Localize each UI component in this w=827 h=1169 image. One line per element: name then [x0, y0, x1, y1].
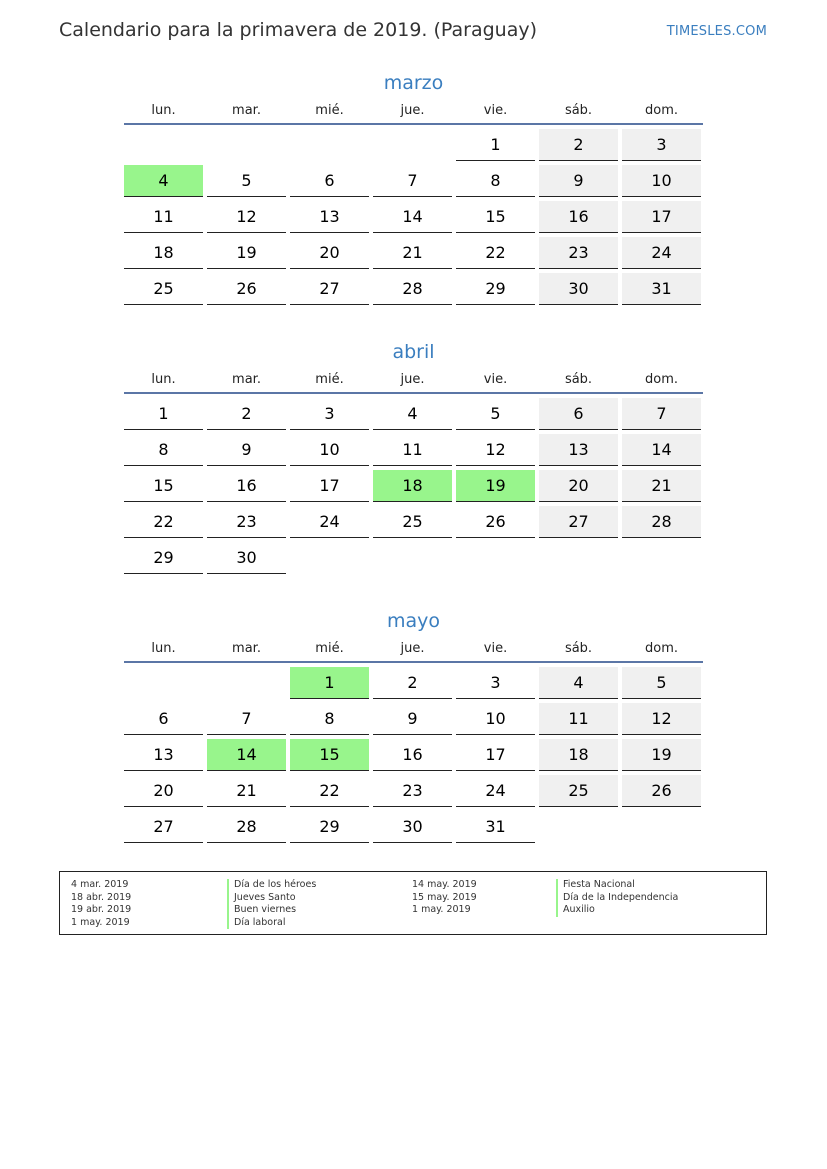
day-cell[interactable]: 20 — [539, 470, 618, 502]
calendar-month-april — [124, 338, 703, 578]
day-cell[interactable]: 25 — [124, 273, 203, 305]
day-cell[interactable]: 11 — [124, 201, 203, 233]
day-cell[interactable]: 23 — [207, 506, 286, 538]
weekday-label: mié. — [315, 103, 344, 118]
day-cell[interactable]: 29 — [290, 811, 369, 843]
empty-day-cell — [124, 129, 203, 161]
week-row — [124, 165, 703, 197]
weekday-label: lun. — [151, 641, 176, 656]
weekday-label: lun. — [151, 103, 176, 118]
legend-holiday-name: Día de los héroes — [227, 879, 316, 892]
day-cell[interactable]: 18 — [539, 739, 618, 771]
day-cell[interactable]: 22 — [290, 775, 369, 807]
day-cell[interactable]: 8 — [290, 703, 369, 735]
weekday-label: sáb. — [564, 103, 593, 118]
weekday-header-row — [124, 98, 703, 125]
legend-date: 15 may. 2019 — [412, 891, 477, 903]
weekday-label: mié. — [315, 372, 344, 387]
day-cell[interactable]: 9 — [207, 434, 286, 466]
day-cell[interactable]: 12 — [456, 434, 535, 466]
day-cell[interactable]: 28 — [622, 506, 701, 538]
legend-date: 19 abr. 2019 — [71, 904, 132, 915]
day-cell[interactable]: 27 — [539, 506, 618, 538]
day-cell[interactable]: 4 — [539, 667, 618, 699]
day-cell[interactable]: 26 — [622, 775, 701, 807]
day-cell[interactable]: 22 — [124, 506, 203, 538]
day-cell[interactable]: 17 — [456, 739, 535, 771]
day-cell[interactable]: 13 — [124, 739, 203, 771]
holiday-day-cell[interactable]: 4 — [124, 165, 203, 197]
legend-holiday-name: Día laboral — [227, 917, 316, 930]
weekday-label: vie. — [483, 641, 508, 656]
day-cell[interactable]: 5 — [622, 667, 701, 699]
day-cell[interactable]: 23 — [373, 775, 452, 807]
day-cell[interactable]: 20 — [290, 237, 369, 269]
empty-day-cell — [124, 667, 203, 699]
week-row — [124, 542, 703, 574]
calendar-month-march — [124, 69, 703, 309]
day-cell[interactable]: 31 — [456, 811, 535, 843]
holiday-day-cell[interactable]: 15 — [290, 739, 369, 771]
empty-day-cell — [373, 129, 452, 161]
day-cell[interactable]: 28 — [373, 273, 452, 305]
legend-holiday-name: Buen viernes — [227, 904, 316, 917]
legend-right-names — [556, 879, 678, 917]
empty-day-cell — [539, 811, 618, 843]
month-name: marzo — [383, 72, 444, 94]
weekday-label: vie. — [483, 103, 508, 118]
day-cell[interactable]: 8 — [456, 165, 535, 197]
weekday-label: dom. — [644, 641, 678, 656]
week-row — [124, 811, 703, 843]
day-cell[interactable]: 16 — [539, 201, 618, 233]
empty-day-cell — [456, 542, 535, 574]
weekday-label: mar. — [232, 641, 261, 656]
day-cell[interactable]: 29 — [456, 273, 535, 305]
week-row — [124, 201, 703, 233]
empty-day-cell — [373, 542, 452, 574]
legend-date: 1 may. 2019 — [412, 904, 471, 915]
day-cell[interactable]: 6 — [290, 165, 369, 197]
legend-date: 14 may. 2019 — [412, 879, 477, 890]
day-cell[interactable]: 24 — [622, 237, 701, 269]
weeks-grid — [124, 667, 703, 843]
day-cell[interactable]: 24 — [290, 506, 369, 538]
legend-date: 1 may. 2019 — [71, 916, 130, 928]
weekday-label: sáb. — [564, 372, 593, 387]
empty-day-cell — [622, 811, 701, 843]
page-title: Calendario para la primavera de 2019. (Paraguay) — [59, 19, 538, 41]
day-cell[interactable]: 28 — [207, 811, 286, 843]
legend-holiday-name: Fiesta Nacional — [556, 879, 678, 892]
day-cell[interactable]: 18 — [124, 237, 203, 269]
day-cell[interactable]: 7 — [622, 398, 701, 430]
day-cell[interactable]: 11 — [373, 434, 452, 466]
week-row — [124, 434, 703, 466]
legend-left-names — [227, 879, 316, 929]
holiday-day-cell[interactable]: 1 — [290, 667, 369, 699]
day-cell[interactable]: 7 — [373, 165, 452, 197]
day-cell[interactable]: 26 — [456, 506, 535, 538]
month-name: mayo — [386, 610, 441, 632]
day-cell[interactable]: 2 — [373, 667, 452, 699]
weekday-label: mar. — [232, 372, 261, 387]
day-cell[interactable]: 24 — [456, 775, 535, 807]
weekday-label: jue. — [400, 641, 425, 656]
day-cell[interactable]: 27 — [124, 811, 203, 843]
weeks-grid — [124, 129, 703, 305]
day-cell[interactable]: 29 — [124, 542, 203, 574]
weekday-header-row — [124, 636, 703, 663]
week-row — [124, 703, 703, 735]
day-cell[interactable]: 30 — [373, 811, 452, 843]
month-name: abril — [392, 341, 435, 363]
day-cell[interactable]: 19 — [622, 739, 701, 771]
day-cell[interactable]: 9 — [373, 703, 452, 735]
weeks-grid — [124, 398, 703, 574]
week-row — [124, 506, 703, 538]
day-cell[interactable]: 10 — [290, 434, 369, 466]
day-cell[interactable]: 17 — [290, 470, 369, 502]
day-cell[interactable]: 30 — [539, 273, 618, 305]
week-row — [124, 667, 703, 699]
weekday-header-row — [124, 367, 703, 394]
legend-left-dates — [71, 879, 131, 929]
holiday-legend — [59, 871, 767, 935]
day-cell[interactable]: 2 — [207, 398, 286, 430]
day-cell[interactable]: 26 — [207, 273, 286, 305]
weekday-label: lun. — [151, 372, 176, 387]
weekday-label: sáb. — [564, 641, 593, 656]
day-cell[interactable]: 19 — [207, 237, 286, 269]
day-cell[interactable]: 1 — [456, 129, 535, 161]
legend-holiday-name: Día de la Independencia — [556, 892, 678, 905]
day-cell[interactable]: 4 — [373, 398, 452, 430]
day-cell[interactable]: 16 — [207, 470, 286, 502]
week-row — [124, 273, 703, 305]
day-cell[interactable]: 27 — [290, 273, 369, 305]
day-cell[interactable]: 12 — [622, 703, 701, 735]
day-cell[interactable]: 25 — [373, 506, 452, 538]
weekday-label: mar. — [232, 103, 261, 118]
day-cell[interactable]: 13 — [539, 434, 618, 466]
day-cell[interactable]: 21 — [207, 775, 286, 807]
day-cell[interactable]: 14 — [622, 434, 701, 466]
day-cell[interactable]: 7 — [207, 703, 286, 735]
day-cell[interactable]: 23 — [539, 237, 618, 269]
week-row — [124, 237, 703, 269]
day-cell[interactable]: 20 — [124, 775, 203, 807]
day-cell[interactable]: 10 — [622, 165, 701, 197]
empty-day-cell — [207, 667, 286, 699]
holiday-day-cell[interactable]: 18 — [373, 470, 452, 502]
day-cell[interactable]: 6 — [539, 398, 618, 430]
week-row — [124, 470, 703, 502]
calendar-month-may — [124, 607, 703, 847]
weekday-label: dom. — [644, 103, 678, 118]
holiday-day-cell[interactable]: 14 — [207, 739, 286, 771]
weekday-label: jue. — [400, 103, 425, 118]
day-cell[interactable]: 3 — [456, 667, 535, 699]
day-cell[interactable]: 3 — [290, 398, 369, 430]
day-cell[interactable]: 30 — [207, 542, 286, 574]
day-cell[interactable]: 15 — [124, 470, 203, 502]
day-cell[interactable]: 6 — [124, 703, 203, 735]
legend-date: 18 abr. 2019 — [71, 891, 132, 903]
weekday-label: dom. — [644, 372, 678, 387]
day-cell[interactable]: 25 — [539, 775, 618, 807]
day-cell[interactable]: 5 — [207, 165, 286, 197]
weekday-label: mié. — [315, 641, 344, 656]
day-cell[interactable]: 16 — [373, 739, 452, 771]
weekday-label: vie. — [483, 372, 508, 387]
empty-day-cell — [539, 542, 618, 574]
empty-day-cell — [290, 129, 369, 161]
empty-day-cell — [622, 542, 701, 574]
week-row — [124, 398, 703, 430]
week-row — [124, 775, 703, 807]
day-cell[interactable]: 14 — [373, 201, 452, 233]
day-cell[interactable]: 5 — [456, 398, 535, 430]
legend-holiday-name: Jueves Santo — [227, 892, 316, 905]
day-cell[interactable]: 21 — [622, 470, 701, 502]
day-cell[interactable]: 8 — [124, 434, 203, 466]
week-row — [124, 739, 703, 771]
day-cell[interactable]: 3 — [622, 129, 701, 161]
day-cell[interactable]: 15 — [456, 201, 535, 233]
day-cell[interactable]: 17 — [622, 201, 701, 233]
brand-link[interactable]: TIMESLES.COM — [666, 24, 767, 39]
day-cell[interactable]: 22 — [456, 237, 535, 269]
day-cell[interactable]: 31 — [622, 273, 701, 305]
day-cell[interactable]: 13 — [290, 201, 369, 233]
empty-day-cell — [290, 542, 369, 574]
day-cell[interactable]: 10 — [456, 703, 535, 735]
holiday-day-cell[interactable]: 19 — [456, 470, 535, 502]
day-cell[interactable]: 12 — [207, 201, 286, 233]
day-cell[interactable]: 21 — [373, 237, 452, 269]
day-cell[interactable]: 11 — [539, 703, 618, 735]
empty-day-cell — [207, 129, 286, 161]
legend-right-dates — [412, 879, 477, 917]
day-cell[interactable]: 2 — [539, 129, 618, 161]
weekday-label: jue. — [400, 372, 425, 387]
day-cell[interactable]: 9 — [539, 165, 618, 197]
legend-holiday-name: Auxilio — [556, 904, 678, 917]
day-cell[interactable]: 1 — [124, 398, 203, 430]
legend-date: 4 mar. 2019 — [71, 879, 129, 890]
week-row — [124, 129, 703, 161]
